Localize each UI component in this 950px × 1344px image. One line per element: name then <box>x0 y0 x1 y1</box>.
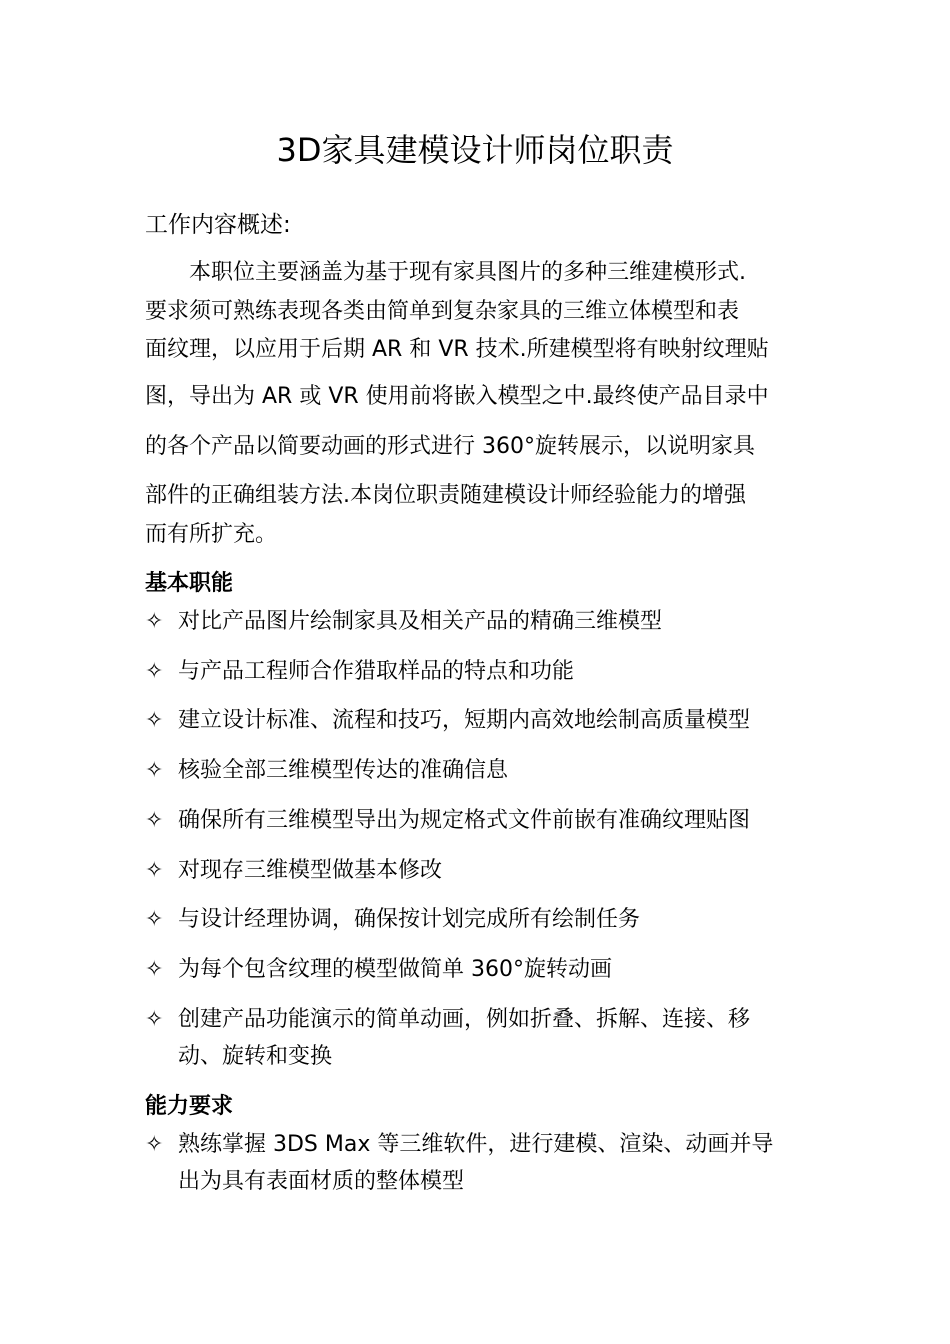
diamond-bullet-icon: ✧ <box>145 1132 164 1157</box>
list-item-text: 对比产品图片绘制家具及相关产品的精确三维模型 <box>178 609 663 634</box>
list-item-text: 创建产品功能演示的简单动画，例如折叠、拆解、连接、移 <box>178 1007 751 1032</box>
list-item-text: 动、旋转和变换 <box>178 1044 333 1069</box>
diamond-bullet-icon: ✧ <box>145 758 164 783</box>
diamond-bullet-icon: ✧ <box>145 957 164 982</box>
list-item-text: 出为具有表面材质的整体模型 <box>178 1169 465 1194</box>
section-heading-requirements: 能力要求 <box>145 1094 234 1119</box>
document-title: 3D家具建模设计师岗位职责 <box>276 131 674 169</box>
overview-heading: 工作内容概述: <box>145 212 291 238</box>
diamond-bullet-icon: ✧ <box>145 1007 164 1032</box>
diamond-bullet-icon: ✧ <box>145 609 164 634</box>
overview-paragraph-line: 面纹理，以应用于后期 AR 和 VR 技术.所建模型将有映射纹理贴 <box>145 337 769 362</box>
section-heading-basic-duties: 基本职能 <box>145 571 234 596</box>
overview-paragraph-line: 图，导出为 AR 或 VR 使用前将嵌入模型之中.最终使产品目录中 <box>145 384 769 409</box>
list-item-text: 核验全部三维模型传达的准确信息 <box>178 758 509 783</box>
overview-paragraph-line: 部件的正确组装方法.本岗位职责随建模设计师经验能力的增强 <box>145 483 746 508</box>
list-item-text: 对现存三维模型做基本修改 <box>178 858 443 883</box>
list-item-text: 与设计经理协调，确保按计划完成所有绘制任务 <box>178 907 641 932</box>
overview-paragraph-line: 本职位主要涵盖为基于现有家具图片的多种三维建模形式. <box>145 260 746 285</box>
diamond-bullet-icon: ✧ <box>145 858 164 883</box>
diamond-bullet-icon: ✧ <box>145 907 164 932</box>
list-item-text: 为每个包含纹理的模型做简单 360°旋转动画 <box>178 957 612 982</box>
overview-paragraph-line: 要求须可熟练表现各类由简单到复杂家具的三维立体模型和表 <box>145 299 740 324</box>
diamond-bullet-icon: ✧ <box>145 659 164 684</box>
diamond-bullet-icon: ✧ <box>145 708 164 733</box>
diamond-bullet-icon: ✧ <box>145 808 164 833</box>
overview-paragraph-line: 而有所扩充。 <box>145 522 278 547</box>
list-item-text: 建立设计标准、流程和技巧，短期内高效地绘制高质量模型 <box>178 708 751 733</box>
list-item-text: 与产品工程师合作猎取样品的特点和功能 <box>178 659 575 684</box>
overview-paragraph-line: 的各个产品以简要动画的形式进行 360°旋转展示，以说明家具 <box>145 434 755 459</box>
list-item-text: 熟练掌握 3DS Max 等三维软件，进行建模、渲染、动画并导 <box>178 1132 774 1157</box>
list-item-text: 确保所有三维模型导出为规定格式文件前嵌有准确纹理贴图 <box>178 808 751 833</box>
